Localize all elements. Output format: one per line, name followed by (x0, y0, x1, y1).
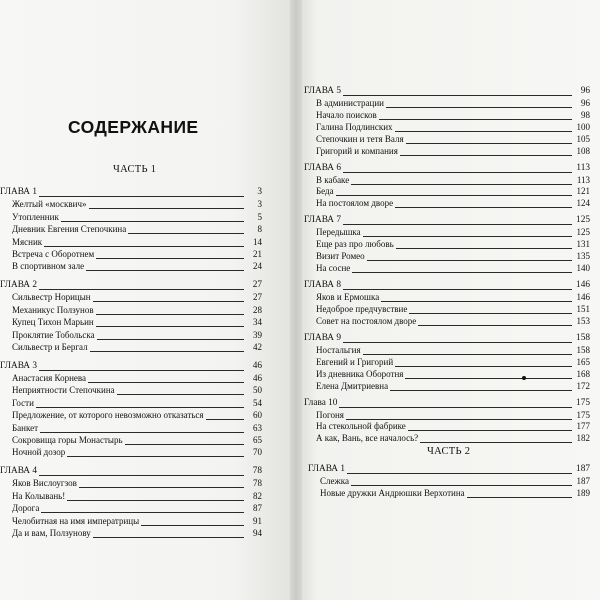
page-number: 8 (257, 224, 262, 235)
part-1-label: ЧАСТЬ 1 (113, 164, 157, 175)
entry-title: Челобитная на имя императрицы (12, 515, 140, 526)
entry-title: Елена Дмитриевна (316, 380, 389, 391)
entry-title: В спортивном зале (12, 261, 85, 272)
toc-entry (0, 526, 262, 540)
page-number: 121 (576, 186, 590, 197)
chapter-label: ГЛАВА 7 (304, 215, 341, 226)
leader-line (400, 155, 572, 156)
leader-line (467, 497, 572, 498)
leader-line (420, 442, 572, 443)
page-number: 140 (576, 263, 590, 273)
page-number: 50 (253, 385, 262, 396)
entry-title: Совет на постоялом дворе (316, 315, 417, 326)
entry-title: Ночной дозор (12, 447, 66, 458)
page-title: СОДЕРЖАНИЕ (68, 117, 199, 137)
toc-entry (304, 314, 590, 328)
entry-title: Еще раз про любовь (316, 239, 394, 250)
entry-title: На постоялом дворе (316, 198, 394, 209)
entry-title: Начало поисков (316, 109, 377, 120)
entry-title: На сосне (316, 263, 351, 273)
entry-title: Предложение, от которого невозможно отказаться (12, 410, 204, 421)
page-number: 175 (576, 397, 590, 408)
leader-line (90, 351, 244, 352)
book-gutter (290, 0, 302, 600)
page-number: 39 (253, 329, 262, 340)
page-number: 113 (576, 162, 590, 173)
entry-title: Гости (12, 397, 34, 408)
entry-title: Механикус Ползунов (12, 304, 94, 315)
chapter-label: ГЛАВА 5 (304, 86, 341, 96)
entry-title: Сильвестр и Бергал (12, 342, 88, 352)
page-number: 46 (252, 360, 262, 371)
page-number: 3 (257, 199, 262, 210)
page-number: 27 (252, 280, 262, 290)
page-number: 91 (253, 515, 262, 526)
chapter-label: ГЛАВА 4 (0, 466, 37, 476)
leader-line (395, 207, 572, 208)
page-number: 78 (252, 466, 262, 476)
entry-title: На стекольной фабрике (316, 421, 406, 432)
entry-title: Новые дружки Андрюшки Верхотина (320, 487, 465, 498)
page-number: 28 (253, 304, 262, 315)
page-number: 42 (253, 342, 262, 352)
entry-title: Из дневника Оборотня (316, 368, 404, 379)
page-number: 21 (253, 249, 262, 259)
entry-title: Сокровища горы Монастырь (12, 435, 123, 445)
page-number: 125 (576, 227, 590, 238)
page-number: 158 (576, 332, 590, 343)
entry-title: Дорога (12, 503, 40, 514)
page-number: 82 (253, 490, 262, 501)
entry-title: Неприятности Степочкина (12, 385, 115, 396)
part-2-label: ЧАСТЬ 2 (427, 446, 471, 457)
chapter-label: Глава 10 (304, 397, 338, 408)
entry-title: Евгений и Григорий (316, 356, 394, 367)
page-number: 153 (576, 315, 590, 326)
page-number: 60 (253, 410, 262, 421)
toc-entry (308, 486, 590, 500)
chapter-label: ГЛАВА 2 (0, 280, 37, 290)
page-number: 24 (253, 261, 262, 272)
entry-title: Григорий и компания (316, 145, 398, 156)
page-number: 177 (576, 421, 590, 432)
entry-title: Сильвестр Норицын (12, 292, 91, 303)
entry-title: Галина Подлинских (316, 121, 393, 132)
chapter-label: ГЛАВА 3 (0, 360, 37, 371)
entry-title: Встреча с Оборотнем (12, 249, 95, 259)
page-number: 87 (253, 503, 262, 514)
page-number: 46 (253, 373, 262, 383)
chapter-label: ГЛАВА 8 (304, 280, 341, 291)
entry-title: Проклятие Тобольска (12, 329, 95, 340)
page-number: 94 (253, 528, 262, 538)
leader-line (93, 537, 244, 538)
entry-title: Анастасия Корнева (12, 373, 87, 383)
entry-title: Недоброе предчувствие (316, 303, 408, 314)
page-number: 168 (576, 368, 590, 379)
entry-title: Погоня (316, 409, 344, 420)
page-number: 3 (257, 187, 262, 197)
page-number: 131 (576, 239, 590, 250)
chapter-label: ГЛАВА 1 (0, 187, 37, 197)
page-number: 151 (576, 303, 590, 314)
page-number: 124 (576, 198, 590, 209)
page-number: 108 (576, 145, 590, 156)
leader-line (418, 325, 572, 326)
entry-title: Передышка (316, 227, 361, 238)
toc-entry (304, 196, 590, 210)
toc-entry (304, 261, 590, 275)
page-number: 165 (576, 356, 590, 367)
ink-dot (522, 376, 526, 380)
entry-title: Ностальгия (316, 344, 361, 355)
entry-title: Банкет (12, 422, 39, 433)
entry-title: На Колывань! (12, 490, 66, 501)
page-number: 100 (576, 121, 590, 132)
entry-title: Утопленник (12, 211, 59, 222)
toc-entry (0, 340, 262, 354)
page-number: 146 (576, 280, 590, 291)
page-number: 187 (576, 475, 590, 486)
entry-title: Яков Вислоугзов (12, 478, 77, 489)
toc-entry (304, 379, 590, 393)
page-number: 14 (253, 236, 262, 247)
page-number: 189 (576, 487, 590, 498)
page-number: 113 (576, 174, 590, 185)
entry-title: Слежка (320, 475, 349, 486)
entry-title: Яков и Ермошка (316, 292, 380, 302)
leader-line (86, 270, 244, 271)
chapter-label: ГЛАВА 9 (304, 332, 341, 343)
page-number: 34 (253, 317, 262, 328)
page-number: 5 (257, 211, 262, 222)
page-number: 187 (576, 464, 590, 474)
entry-title: Дневник Евгения Степочкина (12, 224, 127, 235)
entry-title: А как, Вань, все началось? (316, 433, 419, 444)
page-number: 70 (253, 447, 262, 458)
leader-line (67, 456, 244, 457)
chapter-label: ГЛАВА 1 (308, 464, 345, 474)
page-number: 182 (576, 433, 590, 444)
page-number: 158 (576, 344, 590, 355)
entry-title: В администрации (316, 97, 384, 108)
page-number: 96 (580, 86, 590, 96)
page-number: 63 (253, 422, 262, 433)
entry-title: Купец Тихон Марьин (12, 317, 94, 328)
page-number: 96 (581, 97, 590, 108)
entry-title: В кабаке (316, 174, 350, 185)
entry-title: Желтый «москвич» (12, 199, 87, 210)
toc-entry (304, 431, 590, 445)
entry-title: Визит Ромео (316, 251, 365, 262)
page-number: 27 (253, 292, 262, 303)
entry-title: Беда (316, 186, 334, 197)
page-number: 65 (253, 435, 262, 445)
chapter-label: ГЛАВА 6 (304, 162, 341, 173)
page-number: 105 (576, 133, 590, 144)
leader-line (390, 390, 572, 391)
page-number: 78 (253, 478, 262, 489)
page-number: 125 (576, 215, 590, 226)
entry-title: Да и вам, Ползунову (12, 528, 91, 538)
page-number: 135 (576, 251, 590, 262)
page-number: 98 (581, 109, 590, 120)
toc-entry (0, 445, 262, 459)
leader-line (352, 272, 572, 273)
page-number: 172 (576, 380, 590, 391)
entry-title: Степочкин и тетя Валя (316, 133, 404, 144)
toc-entry (0, 259, 262, 273)
page-number: 54 (253, 397, 262, 408)
toc-entry (304, 144, 590, 158)
page-number: 175 (576, 409, 590, 420)
entry-title: Мясник (12, 236, 43, 247)
page-number: 146 (576, 292, 590, 302)
